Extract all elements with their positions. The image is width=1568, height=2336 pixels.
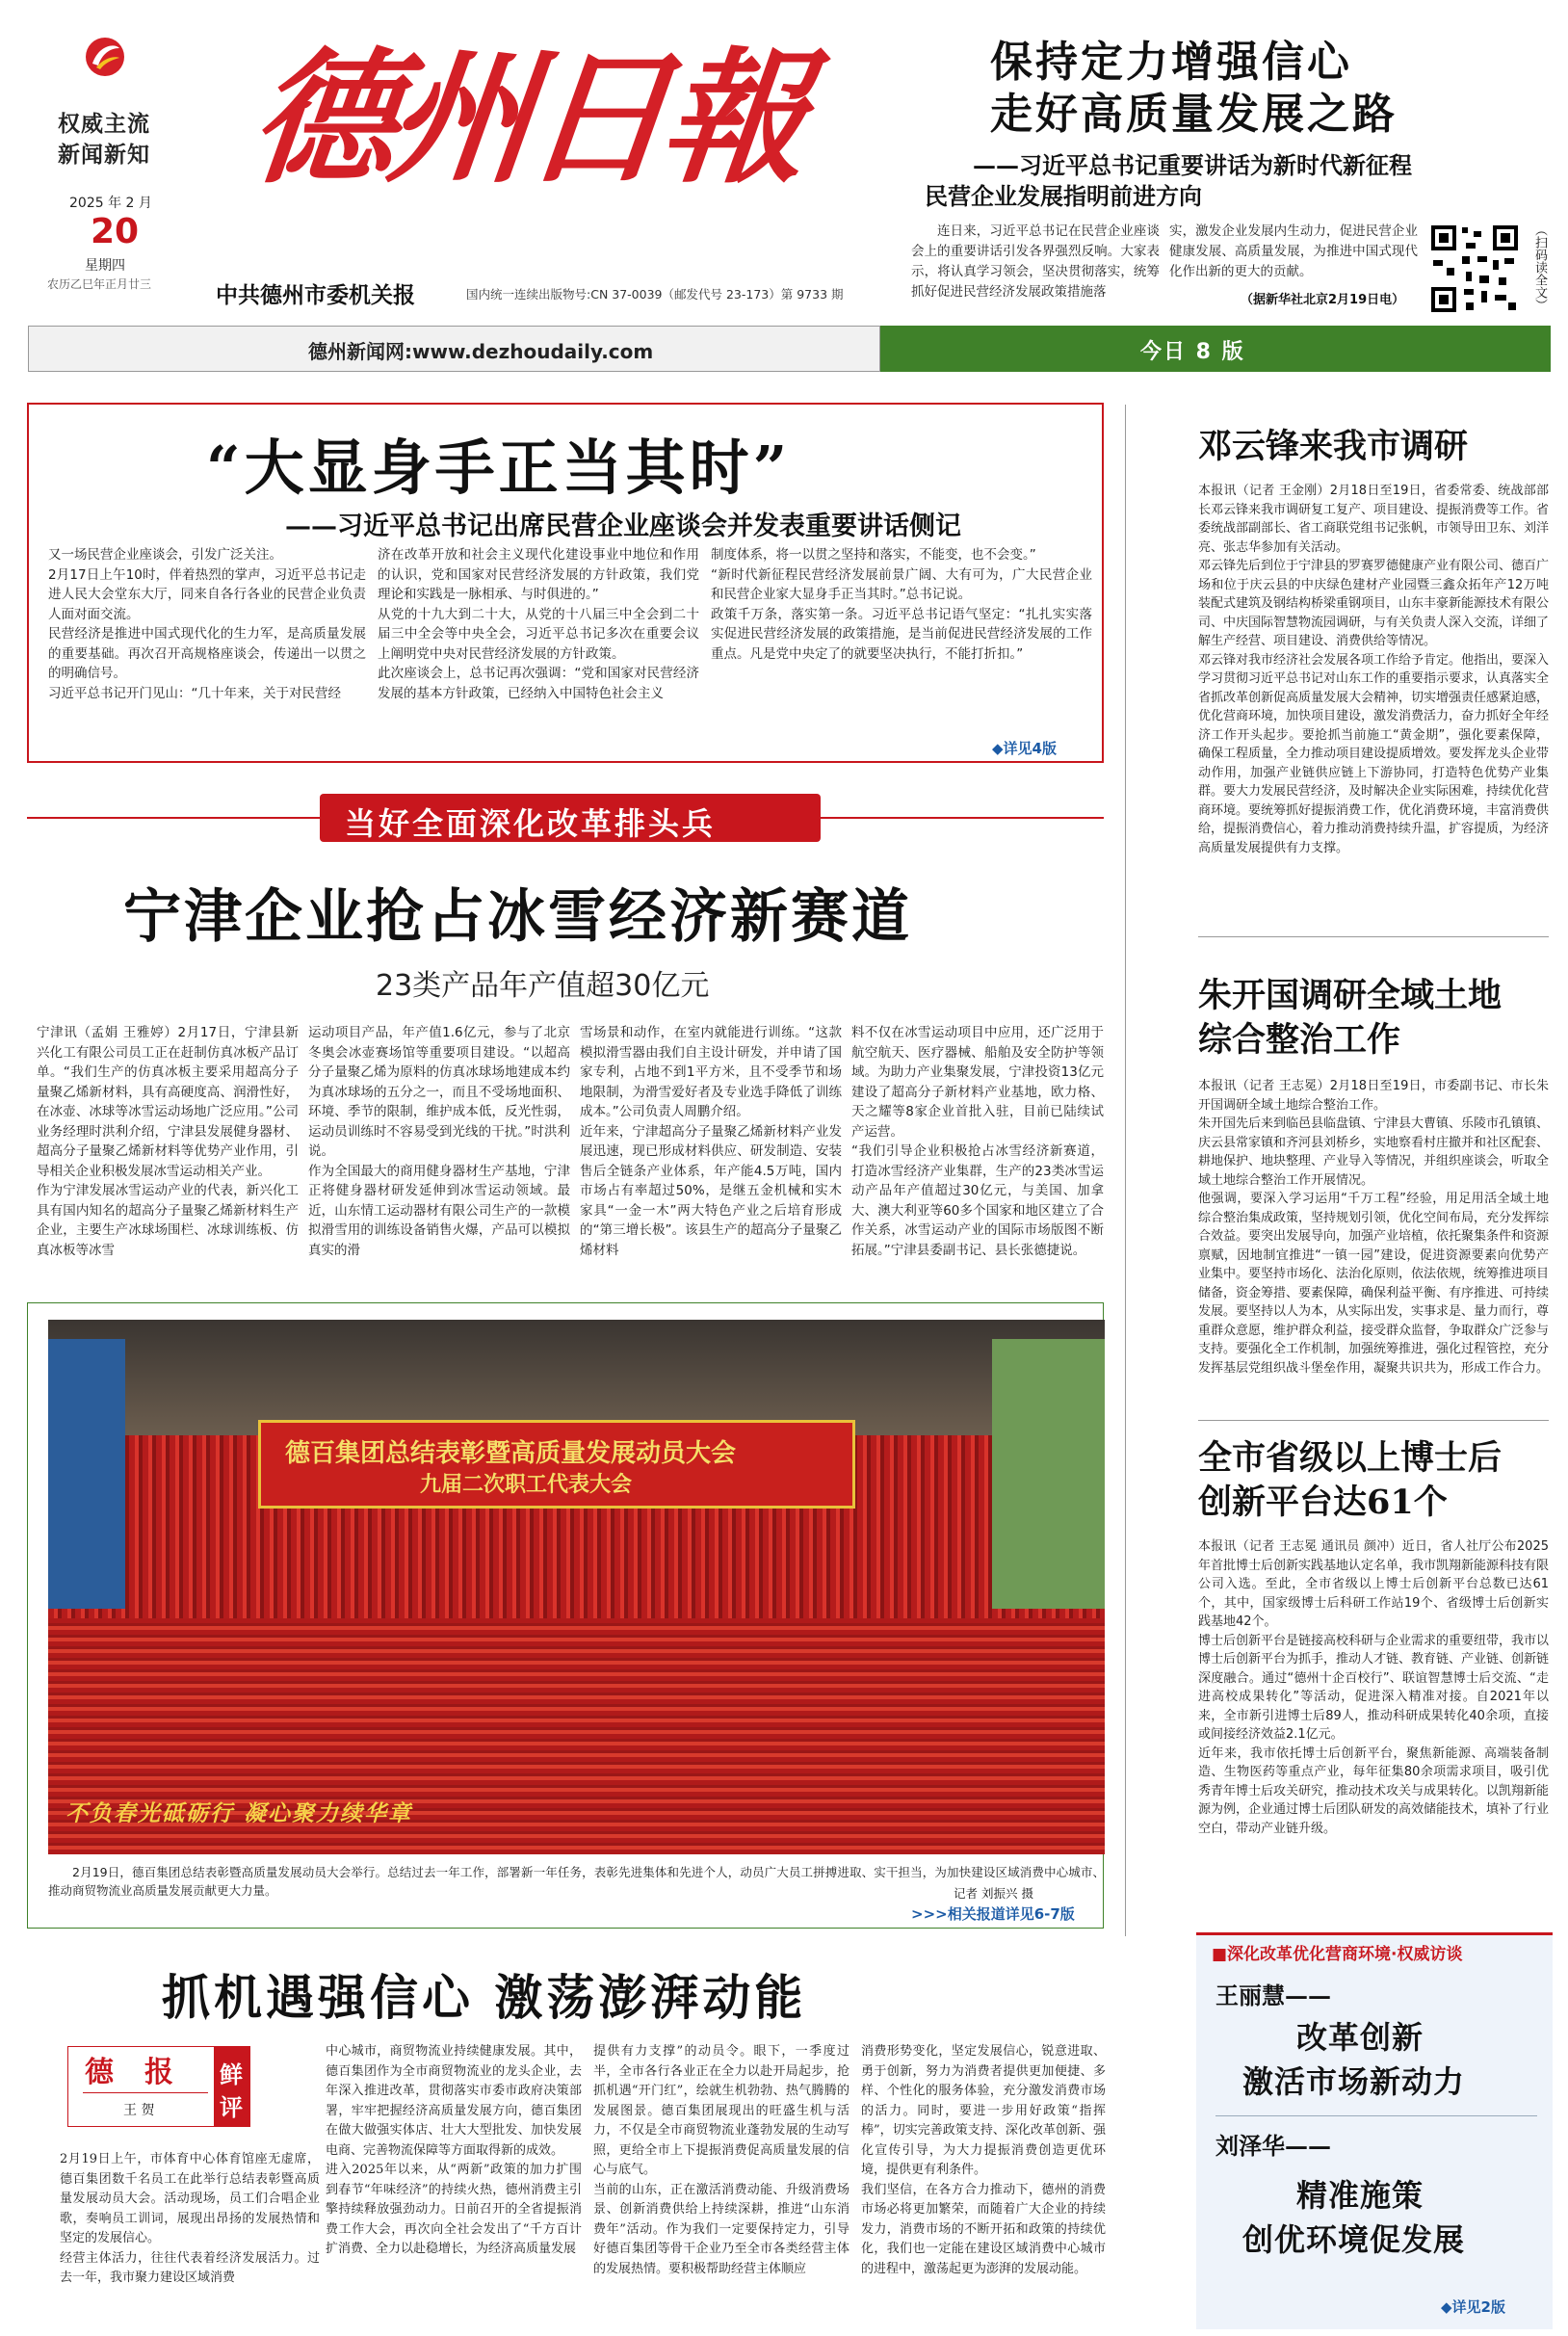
interview-more-link[interactable]: ◆详见2版 <box>1441 2298 1505 2316</box>
interview-1-line-2[interactable]: 激活市场新动力 <box>1242 2063 1466 2100</box>
editorial-author: 王 贺 <box>123 2103 155 2118</box>
s1-rule <box>1198 936 1549 937</box>
banner-line-right <box>821 817 1104 819</box>
publication-number: 国内统一连续出版物号:CN 37-0039（邮发代号 23-173）第 9733 期 <box>466 287 844 302</box>
ningjin-subhead: 23类产品年产值超30亿元 <box>376 969 710 1003</box>
photo-caption: 2月19日，德百集团总结表彰暨高质量发展动员大会举行。总结过去一年工作，部署新一年任务，表彰先进集体和先进个人，动员广大员工拼搏进取、实干担当，为加快建设区域消费中心城市、推动商贸物流业高质量发展贡献更大力量。 <box>48 1865 1105 1898</box>
editorial-col-3: 提供有力支撑”的动员令。眼下，一季度过半，全市各行各业正在全力以赴开局起步，抢抓机遇“开门红”，绘就生机勃勃、热气腾腾的发展图景。德百集团展现出的旺盛生机与活力，不仅是全市商贸物流业蓬勃发展的生动写照，更给全市上下提振消费促高质量发展的信心与底气。 当前的山东，正在激活消费动能、升级消费场景、创新消费供给上持续深耕，推进“山东消费年”活动。作为我们一定要保持定力，引导好德百集团等骨干企业乃至全市各类经营主体的发展热情。要积极帮助经营主体顺应 <box>593 2044 849 2276</box>
s2-rule <box>1198 1420 1549 1421</box>
top-story-body-left: 连日来，习近平总书记在民营企业座谈会上的重要讲话引发各界强烈反响。大家表示，将认真学习领会，坚决贯彻落实，统筹抓好促进民营经济发展政策措施落 <box>911 223 1160 300</box>
photo-banner-1: 德百集团总结表彰暨高质量发展动员大会 <box>285 1439 737 1468</box>
feature-col-2: 济在改革开放和社会主义现代化建设事业中地位和作用的认识，党和国家对民营经济发展的方针政策，我们党理论和实践是一脉相承、与时俱进的。” 从党的十九大到二十大，从党的十八届三中全会到二十届三中全会等中央全会，习近平总书记多次在重要会议上阐明党中央对民营经济发展的方针政策。 此次座谈会上，总书记再次强调：“党和国家对民营经济发展的基本方针政策，已经纳入中国特色社会主义 <box>378 547 699 701</box>
logo-icon <box>85 37 125 77</box>
feature-more-link[interactable]: ◆详见4版 <box>992 740 1057 757</box>
interview-rule <box>1215 2115 1537 2116</box>
website-link[interactable]: 德州新闻网:www.dezhoudaily.com <box>308 340 654 363</box>
top-headline-2: 走好高质量发展之路 <box>990 90 1398 139</box>
editorial-col-1: 2月19日上午，市体育中心体育馆座无虚席，德百集团数千名员工在此举行总结表彰暨高质量发展动员大会。活动现场，员工们合唱企业歌，奏响员工训词，展现出昂扬的发展热情和坚定的发展信心。 经营主体活力，往往代表着经济发展活力。过去一年，我市聚力建设区域消费 <box>60 2152 320 2285</box>
interview-1-line-1[interactable]: 改革创新 <box>1296 2019 1424 2056</box>
s3-body: 本报讯（记者 王志冕 通讯员 颜冲）近日，省人社厅公布2025年首批博士后创新实践基地认定名单，我市凯翔新能源科技有限公司入选。至此，全市省级以上博士后创新平台总数已达61个，其中，国家级博士后科研工作站19个、省级博士后创新实践基地42个。 博士后创新平台是链接高校科研与企业需求的重要纽带，我市以博士后创新平台为抓手，推动人才链、教育链、产业链、创新链深度融合。通过“德州十企百校行”、联谊智慧博士后交流、“走进高校成果转化”等活动，促进深入精准对接。自2021年以来，全市新引进博士后89人，推动科研成果转化40余项，直接或间接经济效益2.1亿元。 近年来，我市依托博士后创新平台，聚焦新能源、高端装备制造、生物医药等重点产业，每年征集80余项需求项目，吸引优秀青年博士后攻关研究，推动技术攻关与成果转化。以凯翔新能源为例，企业通过博士后团队研发的高效储能技术，填补了行业空白，带动产业链升级。 <box>1198 1539 1549 1836</box>
top-subhead-2: 民营企业发展指明前进方向 <box>925 182 1202 210</box>
banner-line-left <box>27 817 320 819</box>
hall-ceiling <box>48 1320 1105 1435</box>
photo-more-link[interactable]: >>>相关报道详见6-7版 <box>911 1905 1075 1923</box>
reform-banner-text: 当好全面深化改革排头兵 <box>345 805 717 842</box>
qr-label: （扫码读全文） <box>1532 223 1547 311</box>
ningjin-col-2: 运动项目产品，年产值1.6亿元，参与了北京冬奥会冰壶赛场馆等重要项目建设。“以超高分子量聚乙烯为原料的仿真冰球场地建成本约为真冰球场的五分之一，而且不受场地面积、环境、季节的限制，维护成本低，反光性弱，运动员训练时不容易受到光线的干扰。”时洪利说。 作为全国最大的商用健身器材生产基地，宁津正将健身器材研发延伸到冰雪运动领域。最近，山东情工运动器材有限公司生产的一款模拟滑雪用的训练设备销售火爆，产品可以模拟真实的滑 <box>308 1025 570 1258</box>
interviewee-1-name: 王丽慧—— <box>1215 1982 1331 2009</box>
s2-headline-1: 朱开国调研全域土地 <box>1198 976 1503 1015</box>
slogan-line2: 新闻新知 <box>58 142 150 168</box>
badge-rule <box>83 2092 208 2093</box>
ningjin-col-3: 雪场景和动作，在室内就能进行训练。“这款模拟滑雪器由我们自主设计研发，并申请了国家专利，占地不到1平方米，且不受季节和场地限制，为滑雪爱好者及专业选手降低了训练成本。”公司负责人周鹏介绍。 近年来，宁津超高分子量聚乙烯新材料产业发展迅速，现已形成材料供应、研发制造、安装售后全链条产业体系，年产能4.5万吨，国内市场占有率超过50%，是继五金机械和实木家具“一金一木”两大特色产业之后培育形成的“第三增长极”。该县生产的超高分子量聚乙烯材料 <box>580 1025 842 1258</box>
feature-subhead: ——习近平总书记出席民营企业座谈会并发表重要讲话侧记 <box>285 512 961 541</box>
s1-headline: 邓云锋来我市调研 <box>1198 427 1469 466</box>
qr-code-icon[interactable] <box>1427 222 1522 316</box>
interview-2-line-1[interactable]: 精准施策 <box>1296 2177 1424 2214</box>
left-screen <box>48 1339 125 1609</box>
ningjin-headline: 宁津企业抢占冰雪经济新赛道 <box>123 883 912 951</box>
editorial-col-2: 中心城市，商贸物流业持续健康发展。其中，德百集团作为全市商贸物流业的龙头企业，去年深入推进改革，贯彻落实市委市政府决策部署，牢牢把握经济高质量发展方向，德百集团在做大做强实体店、壮大大型批发、加快发展电商、完善物流保障等方面取得新的成效。 进入2025年以来，从“两新”政策的加力扩围到春节“年味经济”的持续火热，德州消费主引擎持续释放强劲动力。日前召开的全省提振消费工作大会，再次向全社会发出了“千方百计扩消费、全力以赴稳增长，为经济高质量发展 <box>326 2044 582 2256</box>
photo-credit: 记者 刘振兴 摄 <box>954 1886 1033 1901</box>
feature-col-1: 又一场民营企业座谈会，引发广泛关注。 2月17日上午10时，伴着热烈的掌声，习近平总书记走进人民大会堂东大厅，同来自各行各业的民营企业负责人面对面交流。 民营经济是推进中国式现代化的生力军，是高质量发展的重要基础。再次召开高规格座谈会，传递出一以贯之的明确信号。 习近平总书记开门见山：“几十年来，关于对民营经 <box>48 547 366 701</box>
ningjin-col-1: 宁津讯（孟娟 王雅婷）2月17日，宁津县新兴化工有限公司员工正在赶制仿真冰板产品订单。“我们生产的仿真冰板主要采用超高分子量聚乙烯新材料，具有高硬度高、润滑性好，在冰壶、冰球等冰雪运动场地广泛应用。”公司业务经理时洪利介绍，宁津县发展健身器材、超高分子量聚乙烯新材料等优势产业作用，引导相关企业积极发展冰雪运动相关产业。 作为宁津发展冰雪运动产业的代表，新兴化工具有国内知名的超高分子量聚乙烯新材料生产企业，主要生产冰球场围栏、冰球训练板、仿真冰板等冰雪 <box>37 1025 299 1258</box>
slogan-line1: 权威主流 <box>58 111 150 137</box>
interview-2-line-2[interactable]: 创优环境促发展 <box>1242 2221 1466 2258</box>
top-story-credit: （据新华社北京2月19日电） <box>1241 293 1405 307</box>
ningjin-col-4: 料不仅在冰雪运动项目中应用，还广泛用于航空航天、医疗器械、船舶及安全防护等领域。为助力产业集聚发展，宁津投资13亿元建设了超高分子新材料产业基地，欧力格、天之耀等8家企业首批入驻，目前已陆续试产运营。 “我们引导企业积极抢占冰雪经济新赛道，打造冰雪经济产业集群，生产的23类冰雪运动产品年产值超过30亿元，与美国、加拿大、澳大利亚等60多个国家和地区建立了合作关系，冰雪运动产业的国际市场版图不断拓展。”宁津县委副书记、县长张德捷说。 <box>851 1025 1104 1258</box>
photo-banner-2: 九届二次职工代表大会 <box>420 1472 633 1497</box>
feature-headline: “大显身手正当其时” <box>206 433 792 503</box>
badge-char-ping: 评 <box>220 2093 243 2121</box>
column-divider <box>1125 405 1126 1936</box>
pages-count: 今日 8 版 <box>1140 340 1245 364</box>
top-subhead-1: ——习近平总书记重要讲话为新时代新征程 <box>973 151 1412 179</box>
top-story-body-right: 实，激发企业发展内生动力，促进民营企业健康发展、高质量发展，为推进中国式现代化作出新的更大的贡献。 <box>1169 223 1418 279</box>
lunar-date: 农历乙巳年正月廿三 <box>47 277 152 291</box>
organ-name: 中共德州市委机关报 <box>216 282 415 308</box>
s3-headline-1: 全市省级以上博士后 <box>1198 1438 1503 1478</box>
s2-body: 本报讯（记者 王志冕）2月18日至19日，市委副书记、市长朱开国调研全域土地综合整治工作。 朱开国先后来到临邑县临盘镇、宁津县大曹镇、乐陵市孔镇镇、庆云县常家镇和齐河县刘桥乡，实地察看村庄撤并和社区配套、耕地保护、地块整理、产业导入等情况，并组织座谈会，听取全域土地综合整治工作开展情况。 他强调，要深入学习运用“千万工程”经验，用足用活全域土地综合整治集成政策，坚持规划引领，优化空间布局，充分发挥综合效益。要突出发展导向，加强产业培植，依托聚集条件和资源禀赋，因地制宜推进“一镇一园”建设，促进资源要素向优势产业集中。要坚持市场化、法治化原则，依法依规，统筹推进项目储备，资金筹措、要素保障，确保利益平衡、有序推进、可持续发展。要坚持以人为本，从实际出发，实事求是、量力而行，尊重群众意愿，维护群众利益，接受群众监督，争取群众广泛参与支持。要强化全工作机制，加强统筹推进，强化过程管控，充分发挥基层党组织战斗堡垒作用，凝聚共识共为，形成工作合力。 <box>1198 1079 1549 1376</box>
weekday: 星期四 <box>85 258 125 274</box>
conference-photo[interactable] <box>48 1320 1105 1854</box>
newspaper-title: 德州日報 <box>243 34 809 203</box>
s3-headline-2: 创新平台达61个 <box>1198 1483 1448 1522</box>
badge-char-bao: 报 <box>144 2056 173 2089</box>
top-headline-1: 保持定力增强信心 <box>990 38 1352 87</box>
date-year-month: 2025 年 2 月 <box>69 196 152 211</box>
right-screen <box>992 1339 1105 1609</box>
editorial-headline: 抓机遇强信心 激荡澎湃动能 <box>162 1969 807 2026</box>
badge-char-xian: 鲜 <box>220 2060 243 2088</box>
photo-slogan: 不负春光砥砺行 凝心聚力续华章 <box>65 1800 413 1826</box>
date-day: 20 <box>91 212 140 251</box>
feature-col-3: 制度体系，将一以贯之坚持和落实，不能变，也不会变。” “新时代新征程民营经济发展前景广阔、大有可为，广大民营企业和民营企业家大显身手正当其时。”总书记说。 政策千万条，落实第一条。习近平总书记语气坚定：“扎扎实实落实促进民营经济发展的政策措施，是当前促进民营经济发展的工作重点。凡是党中央定了的就要坚决执行，不能打折扣。” <box>711 547 1092 662</box>
interview-box-title: ■深化改革优化营商环境·权威访谈 <box>1212 1945 1463 1964</box>
badge-char-de: 德 <box>85 2056 114 2089</box>
s2-headline-2: 综合整治工作 <box>1198 1020 1401 1060</box>
editorial-col-4: 消费形势变化，坚定发展信心，锐意进取、勇于创新，努力为消费者提供更加便捷、多样、个性化的服务体验，充分激发消费市场的活力。同时，要进一步用好政策“指挥棒”，切实完善政策支持、深化改革创新、强化宣传引导，为大力提振消费创造更优环境，提供更有利条件。 我们坚信，在各方合力推动下，德州的消费市场必将更加繁荣，而随着广大企业的持续发力，消费市场的不断开拓和政策的持续优化，我们也一定能在建设区域消费中心城市的进程中，激荡起更为澎湃的发展动能。 <box>861 2044 1106 2276</box>
interviewee-2-name: 刘泽华—— <box>1215 2132 1331 2160</box>
s1-body: 本报讯（记者 王金刚）2月18日至19日，省委常委、统战部部长邓云锋来我市调研复工复产、项目建设、提振消费等工作。省委统战部副部长、省工商联党组书记张帆，市领导田卫东、刘洋亮、张志华参加有关活动。 邓云锋先后到位于宁津县的罗赛罗德健康产业有限公司、德百广场和位于庆云县的中庆绿色建材产业园暨三鑫众拓年产12万吨装配式建筑及钢结构桥梁重钢项目，山东丰豪新能源技术有限公司、中庆国际智慧物流园调研，与有关负责人深入交流，详细了解生产经营、项目建设、消费供给等情况。 邓云锋对我市经济社会发展各项工作给予肯定。他指出，要深入学习贯彻习近平总书记对山东工作的重要指示要求，认真落实全省抓改革创新促高质量发展大会精神，切实增强责任感紧迫感，优化营商环境，加快项目建设，激发消费活力，奋力抓好全年经济工作开头起步。要抢抓当前施工“黄金期”，强化要素保障，确保工程质量，全力推动项目建设提质增效。要发挥龙头企业带动作用，加强产业链供应链上下游协同，打造特色优势产业集群。要大力发展民营经济，及时解决企业实际困难，持续优化营商环境。要统筹抓好提振消费工作，优化消费环境，丰富消费供给，提振消费信心，着力推动消费持续升温，扩容提质，为经济高质量发展提供有力支撑。 <box>1198 484 1549 855</box>
